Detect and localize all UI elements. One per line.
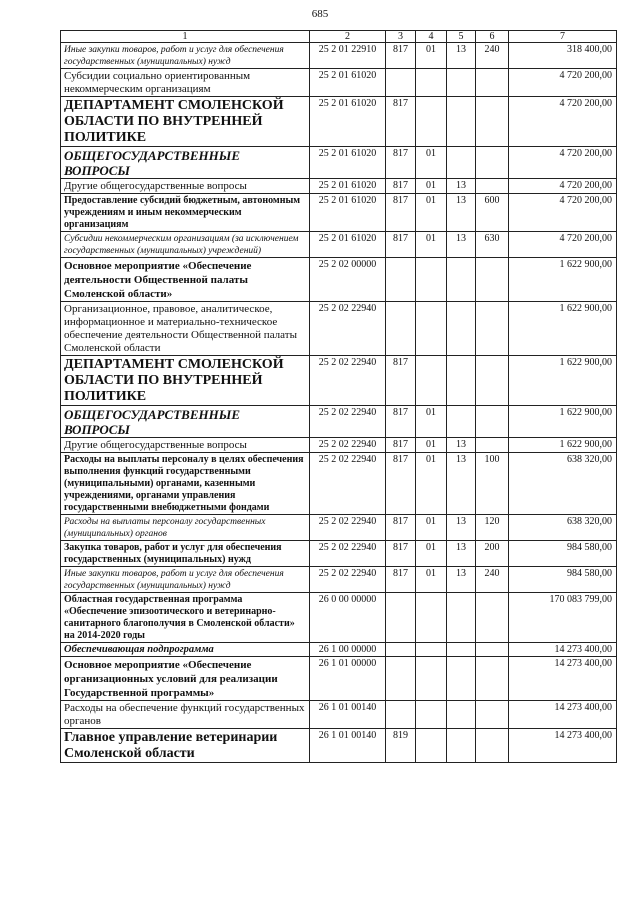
table-row	[61, 97, 617, 147]
expense-type-cell	[476, 356, 509, 406]
subsection-code-cell	[447, 593, 476, 643]
table-row	[61, 356, 617, 406]
table-row	[61, 147, 617, 179]
amount-cell: 4 720 200,00	[509, 179, 617, 194]
ministry-code-cell: 817	[386, 453, 416, 515]
amount-cell: 4 720 200,00	[509, 232, 617, 258]
item-name-cell: Основное мероприятие «Обеспечение организационных условий для реализации Государственной программы»	[61, 657, 310, 701]
column-number: 6	[476, 31, 509, 43]
section-code-cell	[416, 97, 447, 147]
subsection-code-cell: 13	[447, 453, 476, 515]
amount-cell: 984 580,00	[509, 567, 617, 593]
table-row	[61, 69, 617, 97]
column-number: 5	[447, 31, 476, 43]
expense-type-cell	[476, 729, 509, 763]
section-code-cell: 01	[416, 406, 447, 438]
amount-cell: 170 083 799,00	[509, 593, 617, 643]
amount-cell: 4 720 200,00	[509, 147, 617, 179]
expense-type-cell	[476, 593, 509, 643]
column-number: 1	[61, 31, 310, 43]
column-number: 2	[310, 31, 386, 43]
expense-type-cell	[476, 438, 509, 453]
ministry-code-cell: 817	[386, 515, 416, 541]
subsection-code-cell	[447, 97, 476, 147]
subsection-code-cell: 13	[447, 194, 476, 232]
amount-cell: 14 273 400,00	[509, 643, 617, 657]
amount-cell: 4 720 200,00	[509, 97, 617, 147]
ministry-code-cell	[386, 302, 416, 356]
ministry-code-cell	[386, 657, 416, 701]
table-row	[61, 567, 617, 593]
amount-cell: 1 622 900,00	[509, 302, 617, 356]
item-name-cell: Иные закупки товаров, работ и услуг для обеспечения государственных (муниципальных) нужд	[61, 43, 310, 69]
expense-type-cell	[476, 643, 509, 657]
table-row	[61, 593, 617, 643]
amount-cell: 1 622 900,00	[509, 258, 617, 302]
amount-cell: 638 320,00	[509, 515, 617, 541]
item-name-cell: Основное мероприятие «Обеспечение деятельности Общественной палаты Смоленской области»	[61, 258, 310, 302]
target-article-cell: 26 1 01 00000	[310, 657, 386, 701]
subsection-code-cell: 13	[447, 43, 476, 69]
target-article-cell: 25 2 01 61020	[310, 69, 386, 97]
section-code-cell	[416, 657, 447, 701]
item-name-cell: Расходы на выплаты персоналу государственных (муниципальных) органов	[61, 515, 310, 541]
item-name-cell: Другие общегосударственные вопросы	[61, 179, 310, 194]
target-article-cell: 25 2 02 22940	[310, 453, 386, 515]
table-row	[61, 701, 617, 729]
item-name-cell: Субсидии социально ориентированным некоммерческим организациям	[61, 69, 310, 97]
subsection-code-cell	[447, 69, 476, 97]
section-code-cell: 01	[416, 438, 447, 453]
table-row	[61, 406, 617, 438]
item-name-cell: ОБЩЕГОСУДАРСТВЕННЫЕ ВОПРОСЫ	[61, 406, 310, 438]
amount-cell: 984 580,00	[509, 541, 617, 567]
section-code-cell: 01	[416, 194, 447, 232]
item-name-cell: Предоставление субсидий бюджетным, автономным учреждениям и иным некоммерческим организациям	[61, 194, 310, 232]
expense-type-cell	[476, 97, 509, 147]
expense-type-cell: 100	[476, 453, 509, 515]
ministry-code-cell: 817	[386, 567, 416, 593]
target-article-cell: 25 2 02 22940	[310, 515, 386, 541]
target-article-cell: 25 2 01 61020	[310, 97, 386, 147]
subsection-code-cell: 13	[447, 515, 476, 541]
item-name-cell: Закупка товаров, работ и услуг для обеспечения государственных (муниципальных) нужд	[61, 541, 310, 567]
subsection-code-cell: 13	[447, 541, 476, 567]
subsection-code-cell	[447, 729, 476, 763]
section-code-cell	[416, 69, 447, 97]
amount-cell: 14 273 400,00	[509, 657, 617, 701]
subsection-code-cell: 13	[447, 438, 476, 453]
ministry-code-cell: 817	[386, 406, 416, 438]
table-row	[61, 657, 617, 701]
ministry-code-cell	[386, 701, 416, 729]
item-name-cell: ДЕПАРТАМЕНТ СМОЛЕНСКОЙ ОБЛАСТИ ПО ВНУТРЕННЕЙ ПОЛИТИКЕ	[61, 356, 310, 406]
expense-type-cell	[476, 69, 509, 97]
target-article-cell: 25 2 01 22910	[310, 43, 386, 69]
ministry-code-cell	[386, 258, 416, 302]
ministry-code-cell: 817	[386, 232, 416, 258]
item-name-cell: ОБЩЕГОСУДАРСТВЕННЫЕ ВОПРОСЫ	[61, 147, 310, 179]
ministry-code-cell: 817	[386, 97, 416, 147]
item-name-cell: ДЕПАРТАМЕНТ СМОЛЕНСКОЙ ОБЛАСТИ ПО ВНУТРЕННЕЙ ПОЛИТИКЕ	[61, 97, 310, 147]
subsection-code-cell: 13	[447, 232, 476, 258]
section-code-cell	[416, 701, 447, 729]
table-row	[61, 179, 617, 194]
expense-type-cell: 600	[476, 194, 509, 232]
amount-cell: 14 273 400,00	[509, 729, 617, 763]
item-name-cell: Организационное, правовое, аналитическое, информационное и материально-техническое обеспечение деятельности Общественной палаты Смоленской области	[61, 302, 310, 356]
expense-type-cell: 200	[476, 541, 509, 567]
subsection-code-cell	[447, 356, 476, 406]
ministry-code-cell: 817	[386, 194, 416, 232]
section-code-cell: 01	[416, 567, 447, 593]
item-name-cell: Обеспечивающая подпрограмма	[61, 643, 310, 657]
section-code-cell: 01	[416, 43, 447, 69]
subsection-code-cell: 13	[447, 179, 476, 194]
subsection-code-cell	[447, 147, 476, 179]
amount-cell: 318 400,00	[509, 43, 617, 69]
item-name-cell: Расходы на выплаты персоналу в целях обеспечения выполнения функций государственными (муниципальными) органами, казенными учреждениями, органами управления государственными внебюджетными фондами	[61, 453, 310, 515]
subsection-code-cell: 13	[447, 567, 476, 593]
ministry-code-cell	[386, 643, 416, 657]
section-code-cell: 01	[416, 147, 447, 179]
ministry-code-cell: 817	[386, 541, 416, 567]
section-code-cell: 01	[416, 515, 447, 541]
expense-type-cell	[476, 179, 509, 194]
subsection-code-cell	[447, 643, 476, 657]
amount-cell: 1 622 900,00	[509, 356, 617, 406]
subsection-code-cell	[447, 302, 476, 356]
item-name-cell: Главное управление ветеринарии Смоленской области	[61, 729, 310, 763]
item-name-cell: Субсидии некоммерческим организациям (за исключением государственных (муниципальных) учреждений)	[61, 232, 310, 258]
target-article-cell: 25 2 01 61020	[310, 194, 386, 232]
column-number-row	[61, 31, 617, 43]
expense-type-cell: 240	[476, 43, 509, 69]
ministry-code-cell: 817	[386, 147, 416, 179]
section-code-cell: 01	[416, 541, 447, 567]
ministry-code-cell	[386, 593, 416, 643]
section-code-cell: 01	[416, 453, 447, 515]
target-article-cell: 25 2 02 22940	[310, 356, 386, 406]
table-row	[61, 453, 617, 515]
table-row	[61, 541, 617, 567]
amount-cell: 1 622 900,00	[509, 406, 617, 438]
subsection-code-cell	[447, 701, 476, 729]
target-article-cell: 25 2 01 61020	[310, 179, 386, 194]
section-code-cell	[416, 302, 447, 356]
expense-type-cell	[476, 302, 509, 356]
section-code-cell	[416, 643, 447, 657]
table-row	[61, 258, 617, 302]
target-article-cell: 26 1 00 00000	[310, 643, 386, 657]
ministry-code-cell: 817	[386, 438, 416, 453]
section-code-cell	[416, 593, 447, 643]
amount-cell: 4 720 200,00	[509, 194, 617, 232]
expense-type-cell	[476, 147, 509, 179]
item-name-cell: Другие общегосударственные вопросы	[61, 438, 310, 453]
amount-cell: 638 320,00	[509, 453, 617, 515]
target-article-cell: 26 0 00 00000	[310, 593, 386, 643]
expense-type-cell	[476, 657, 509, 701]
section-code-cell: 01	[416, 232, 447, 258]
expense-type-cell: 240	[476, 567, 509, 593]
target-article-cell: 25 2 01 61020	[310, 147, 386, 179]
expense-type-cell	[476, 258, 509, 302]
subsection-code-cell	[447, 406, 476, 438]
table-row	[61, 729, 617, 763]
expense-type-cell: 630	[476, 232, 509, 258]
target-article-cell: 26 1 01 00140	[310, 729, 386, 763]
target-article-cell: 25 2 02 22940	[310, 406, 386, 438]
target-article-cell: 26 1 01 00140	[310, 701, 386, 729]
item-name-cell: Расходы на обеспечение функций государственных органов	[61, 701, 310, 729]
table-row	[61, 194, 617, 232]
budget-table	[60, 30, 617, 763]
table-row	[61, 643, 617, 657]
target-article-cell: 25 2 02 22940	[310, 567, 386, 593]
expense-type-cell: 120	[476, 515, 509, 541]
table-row	[61, 302, 617, 356]
item-name-cell: Областная государственная программа «Обеспечение эпизоотического и ветеринарно-санитарного благополучия в Смоленской области» на 2014-2020 годы	[61, 593, 310, 643]
column-number: 7	[509, 31, 617, 43]
ministry-code-cell: 819	[386, 729, 416, 763]
target-article-cell: 25 2 02 22940	[310, 302, 386, 356]
ministry-code-cell	[386, 69, 416, 97]
section-code-cell	[416, 356, 447, 406]
ministry-code-cell: 817	[386, 356, 416, 406]
expense-type-cell	[476, 701, 509, 729]
section-code-cell	[416, 729, 447, 763]
ministry-code-cell: 817	[386, 179, 416, 194]
amount-cell: 14 273 400,00	[509, 701, 617, 729]
amount-cell: 4 720 200,00	[509, 69, 617, 97]
expense-type-cell	[476, 406, 509, 438]
table-row	[61, 232, 617, 258]
page-number: 685	[311, 8, 329, 20]
table-row	[61, 43, 617, 69]
subsection-code-cell	[447, 258, 476, 302]
column-number: 3	[386, 31, 416, 43]
table-row	[61, 438, 617, 453]
target-article-cell: 25 2 02 00000	[310, 258, 386, 302]
amount-cell: 1 622 900,00	[509, 438, 617, 453]
ministry-code-cell: 817	[386, 43, 416, 69]
section-code-cell	[416, 258, 447, 302]
target-article-cell: 25 2 02 22940	[310, 438, 386, 453]
table-row	[61, 515, 617, 541]
item-name-cell: Иные закупки товаров, работ и услуг для обеспечения государственных (муниципальных) нужд	[61, 567, 310, 593]
section-code-cell: 01	[416, 179, 447, 194]
column-number: 4	[416, 31, 447, 43]
target-article-cell: 25 2 01 61020	[310, 232, 386, 258]
target-article-cell: 25 2 02 22940	[310, 541, 386, 567]
subsection-code-cell	[447, 657, 476, 701]
